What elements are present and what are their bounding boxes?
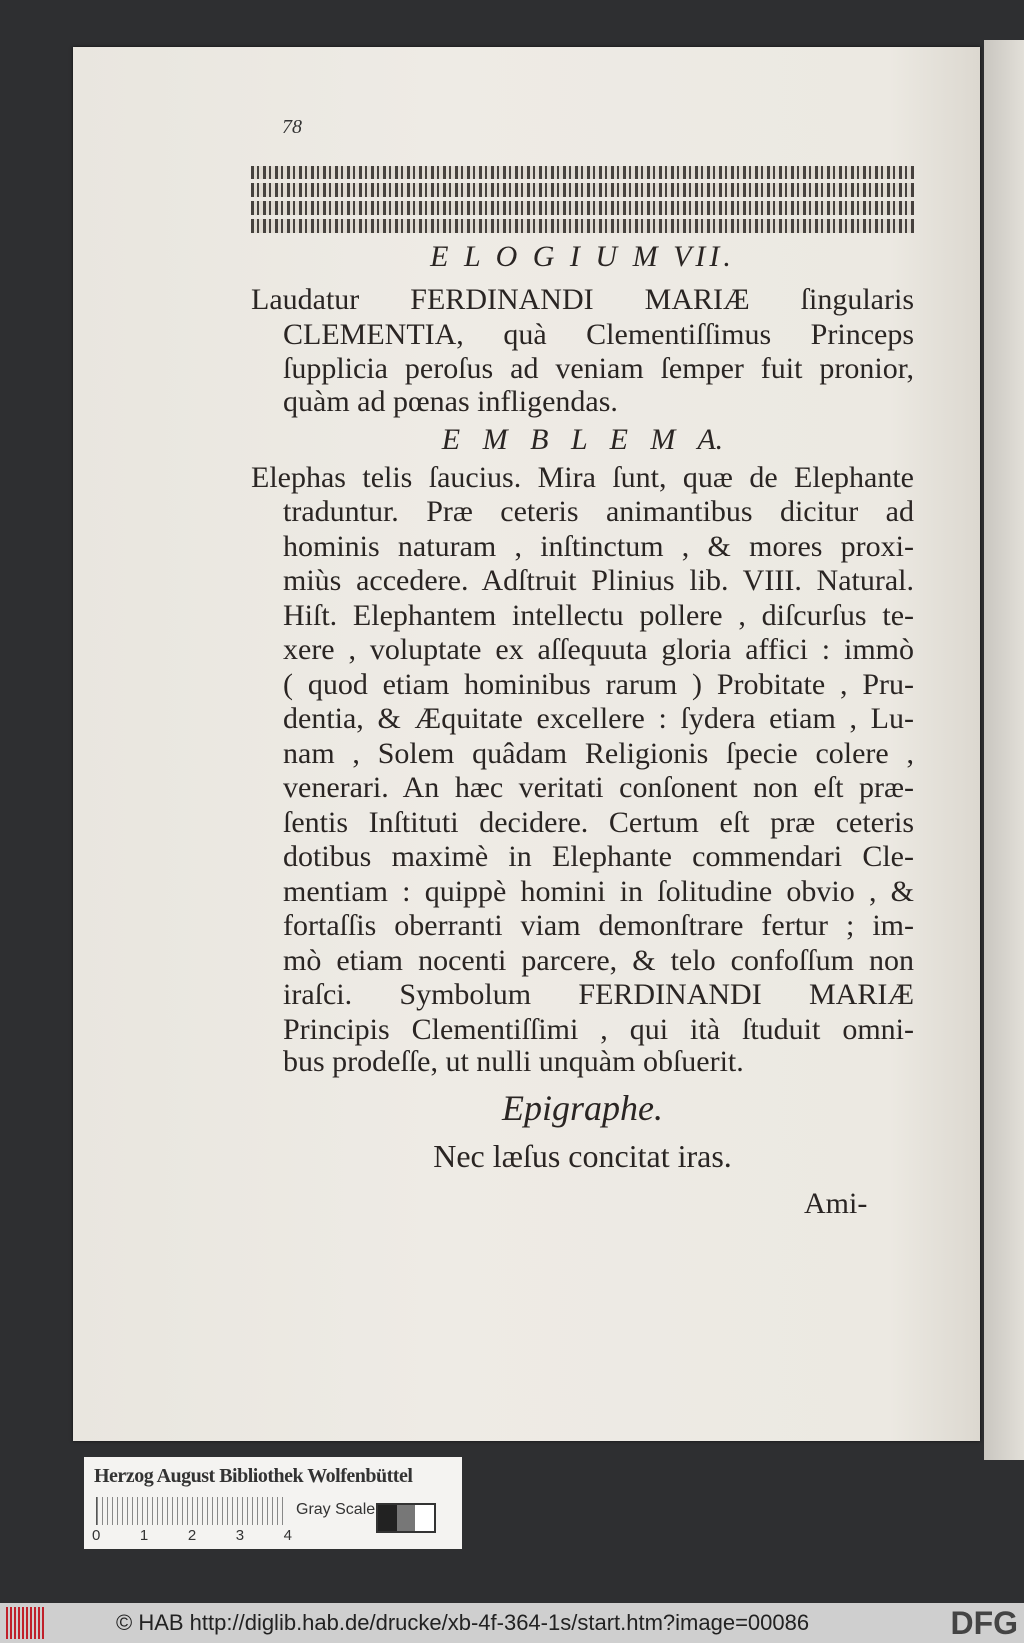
text-line: Hiſt. Elephantem intellectu pollere , diſcurſus te- <box>283 598 914 632</box>
scale-tick: 3 <box>235 1527 245 1544</box>
text-line: mò etiam nocenti parcere, & telo confoſſum non <box>283 943 914 977</box>
text-line: fortaſſis oberranti viam demonſtrare fertur ; im- <box>283 909 914 942</box>
text-line: nam , Solem quâdam Religionis ſpecie colere , <box>283 736 914 770</box>
gray-scale-swatch <box>376 1503 436 1533</box>
text-line: Principis Clementiſſimi , qui ità ſtuduit omni- <box>283 1012 914 1046</box>
text-line: dentia, & Æquitate excellere : ſydera etiam , Lu- <box>283 702 914 735</box>
adjacent-page <box>984 40 1024 1460</box>
scale-tick: 4 <box>283 1527 292 1544</box>
text-line: venerari. An hæc veritati conſonent non eſt præ- <box>283 771 914 804</box>
emblema-heading: E M B L E M A. <box>441 423 724 456</box>
epigraphe-heading: Epigraphe. <box>502 1088 663 1128</box>
footer-bar <box>0 1603 1024 1643</box>
catchword: Ami- <box>804 1187 868 1220</box>
scale-tick: 1 <box>139 1527 149 1544</box>
text-line: quàm ad pœnas infligendas. <box>283 385 618 418</box>
source-url[interactable]: © HAB http://diglib.hab.de/drucke/xb-4f-364-1s/start.htm?image=00086 <box>116 1610 810 1635</box>
scale-tick: 0 <box>92 1527 101 1544</box>
text-line: iraſci. Symbolum FERDINANDI MARIÆ <box>283 978 914 1011</box>
text-line: traduntur. Præ ceteris animantibus dicitur ad <box>283 495 914 528</box>
ruler <box>96 1497 286 1525</box>
text-line: hominis naturam , inſtinctum , & mores proxi- <box>283 529 914 563</box>
text-line: mentiam : quippè homini in ſolitudine obvio , & <box>283 874 914 908</box>
library-scale-card <box>84 1457 462 1549</box>
epigraphe-text: Nec læſus concitat iras. <box>433 1138 732 1174</box>
gray-scale-label: Gray Scale <box>296 1501 376 1518</box>
text-line: bus prodeſſe, ut nulli unquàm obſuerit. <box>283 1045 744 1078</box>
library-name: Herzog August Bibliothek Wolfenbüttel <box>94 1465 413 1487</box>
text-line: miùs accedere. Adſtruit Plinius lib. VIII. Natural. <box>283 564 914 597</box>
text-line: dotibus maximè in Elephante commendari Cle- <box>283 840 914 873</box>
elogium-heading: E L O G I U M VII. <box>430 240 735 273</box>
ornament-band <box>251 166 914 233</box>
page-number: 78 <box>282 116 302 138</box>
scale-tick: 2 <box>187 1527 197 1544</box>
text-line: xere , voluptate ex aſſequuta gloria affici : immò <box>283 633 914 666</box>
text-line: ſentis Inſtituti decidere. Certum eſt præ ceteris <box>283 805 914 839</box>
text-line: Elephas telis ſaucius. Mira ſunt, quæ de Elephante <box>251 461 914 494</box>
hab-logo-icon <box>6 1607 46 1639</box>
text-line: CLEMENTIA, quà Clementiſſimus Princeps <box>283 318 914 351</box>
text-line: ( quod etiam hominibus rarum ) Probitate , Pru- <box>283 667 914 701</box>
dfg-logo: DFG <box>950 1604 1018 1641</box>
text-line: Laudatur FERDINANDI MARIÆ ſingularis <box>251 283 914 316</box>
text-line: ſupplicia peroſus ad veniam ſemper fuit pronior, <box>283 352 914 385</box>
